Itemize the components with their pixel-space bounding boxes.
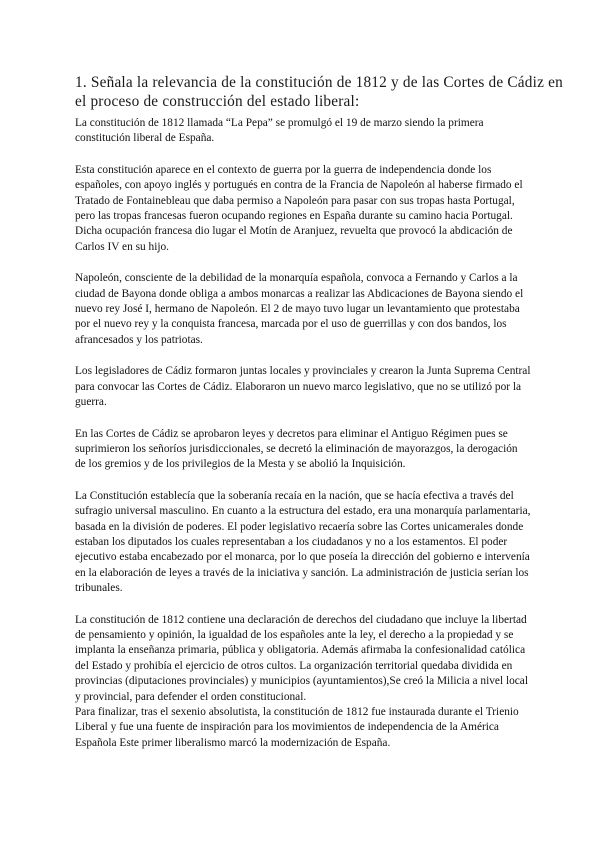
- paragraph-estructura: La Constitución establecía que la soberanía recaía en la nación, que se hacía efectiva a través del sufragio universal masculino. En cuanto a la estructura del estado, era una monarquía parlamentaria, basada en la división de poderes. El poder legislativo recaería sobre las Cortes unicamerales donde estaban los diputados los cuales representaban a los ciudadanos y no a los estamentos. El poder ejecutivo estaba encabezado por el monarca, por lo que poseía la dirección del gobierno e intervenía en la elaboración de leyes a través de la iniciativa y sanción. La administración de justicia serían los tribunales.: [75, 489, 531, 595]
- question-heading: 1. Señala la relevancia de la constitución de 1812 y de las Cortes de Cádiz en el proceso de construcción del estado liberal:: [75, 74, 563, 110]
- paragraph-conclusion: Para finalizar, tras el sexenio absolutista, la constitución de 1812 fue instaurada durante el Trienio Liberal y fue una fuente de inspiración para los movimientos de independencia de la América Española Este primer liberalismo marcó la modernización de España.: [75, 706, 519, 749]
- answer-body: [75, 116, 531, 751]
- paragraph-derechos: La constitución de 1812 contiene una declaración de derechos del ciudadano que incluye la libertad de pensamiento y opinión, la igualdad de los españoles ante la ley, el derecho a la propiedad y se implanta la enseñanza primaria, pública y obligatoria. Además afirmaba la confesionalidad católica del Estado y prohibía el ejercicio de otros cultos. La organización territorial quedaba dividida en provincias (diputaciones provinciales) y municipios (ayuntamientos),Se creó la Milicia a nivel local y provincial, para defender el orden constitucional.: [75, 613, 528, 703]
- paragraph-cortes: En las Cortes de Cádiz se aprobaron leyes y decretos para eliminar el Antiguo Régimen pues se suprimieron los señoríos jurisdiccionales, se decretó la eliminación de mayorazgos, la derogación de los gremios y de los privilegios de la Mesta y se abolió la Inquisición.: [75, 427, 518, 471]
- paragraph-legisladores: Los legisladores de Cádiz formaron juntas locales y provinciales y crearon la Junta Suprema Central para convocar las Cortes de Cádiz. Elaboraron un nuevo marco legislativo, que no se utilizó por la guerra.: [75, 365, 531, 409]
- paragraph-bayona: Napoleón, consciente de la debilidad de la monarquía española, convoca a Fernando y Carlos a la ciudad de Bayona donde obliga a ambos monarcas a realizar las Abdicaciones de Bayona siendo el nuevo rey José I, hermano de Napoleón. El 2 de mayo tuvo lugar un levantamiento que protestaba por el nuevo rey y la conquista francesa, marcada por el uso de guerrillas y con dos bandos, los afrancesados y los patriotas.: [75, 272, 524, 346]
- paragraph-context: Esta constitución aparece en el contexto de guerra por la guerra de independencia donde los españoles, con apoyo inglés y portugués en contra de la Francia de Napoleón al haberse firmado el Tratado de Fontainebleau que daba permiso a Napoleón para pasar con sus tropas hasta Portugal, pero las tropas francesas fueron ocupando regiones en España durante su camino hacia Portugal. Dicha ocupación francesa dio lugar el Motín de Aranjuez, revuelta que provocó la abdicación de Carlos IV en su hijo.: [75, 163, 523, 253]
- paragraph-intro: La constitución de 1812 llamada “La Pepa” se promulgó el 19 de marzo siendo la primera constitución liberal de España.: [75, 117, 484, 145]
